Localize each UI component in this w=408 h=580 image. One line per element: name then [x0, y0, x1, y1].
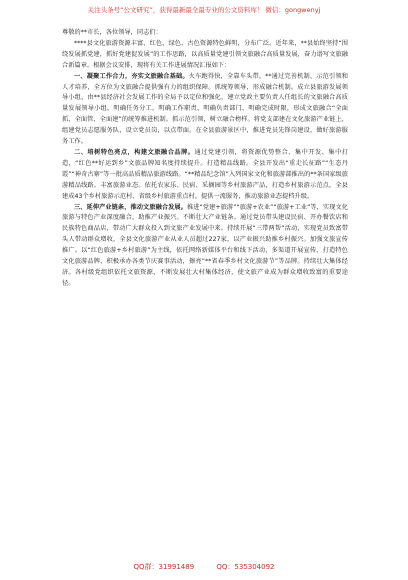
section-3-body: 推进“党建+旅游”“旅游+农业”“旅游+工业”等，实现文化旅游与特色产业深度融合，助推产业振兴。不断壮大产业链条。通过党员带头建设民宿、开办餐饮店和民族特色商品店，带动广大群众投入到文旅产业发展中来。持续开展“三带两帮”活动，实现党员致富带头人带动群众增收，全县文化旅游产业从业人员超过227家，以产业振兴助推乡村振兴。加强文旅宣传推广。以“红色旅游+乡村旅游”为主线，依托网络新媒体平台和线下活动，多渠道开展宣传，打造特色文化旅游品牌，积极承办各类节庆赛事活动，擦亮“**省春季乡村文化旅游节”等品牌。持续壮大集体经济。各村级党组织依托文旅资源，不断发展壮大村集体经济，使文旅产业成为群众增收致富的重要途径。 — [62, 203, 348, 287]
document-body — [62, 28, 348, 290]
section-3-heading: 三、延伸产业链条，推动文旅融合发展。 — [74, 203, 187, 211]
qq-contact-text: QQ：535304092 — [216, 563, 275, 571]
promo-banner-text: 关注头条号“公文研究”，获得最新最全最专业的公文资料库！ 微信：gongwenyj — [87, 6, 321, 14]
section-1-body: 火车跑得快，全靠车头带。**通过完善机制、示范引领和人才培养，全方位为文旅融合提供强有力的组织保障。抓统筹领导，形成融合机制。成立县旅游发展领导小组，由**县经济社会发展工作的全局予以定位和强化，建立党政主要负责人任组长的文旅融合高质量发展领导小组，明确任务分工。明确工作职责、明确负责部门、明确完成时限，形成文旅融合“全面抓、全面管、全面建”的统筹推进机制。抓示范引领，树立融合榜样。将党支部建在文化旅游产业链上，组建党员志愿服务队，设立党员岗，以点带面。在全县旅游景区中，推进党员先锋岗建设，做好旅游服务工作。 — [62, 72, 348, 146]
section-3-paragraph — [62, 203, 348, 290]
salutation: 尊敬的**市长，各位领导，同志们： — [62, 29, 162, 36]
qq-group-text: QQ群：31991489 — [133, 563, 195, 571]
intro-paragraph: ****县文化旅游资源丰富，红色、绿色、古色资源特色鲜明，分布广泛。近年来，**县始终坚持“围绕发展抓党建，抓好党建促发展”的工作思路，以高质量党建引领文旅融合高质量发展，奋力谱写文旅融合新篇章。根据会议安排，现将有关工作进展情况汇报如下： — [62, 39, 348, 69]
contact-footer — [0, 562, 408, 572]
section-1-paragraph — [62, 72, 348, 148]
section-2-paragraph — [62, 148, 348, 203]
section-2-heading: 二、培树特色亮点，构建文旅融合品牌。 — [74, 148, 195, 156]
section-1-heading: 一、凝聚工作合力，夯实文旅融合基础。 — [74, 72, 189, 80]
section-2-body: 通过党建引领，将资源优势整合、集中开发、集中打造，“红色**好运到乡”文旅品牌知名度持续提升。打造精品线路。全县开发出“重走长征路”“生态丹霞”“神奇古寨”等一批高品质精品旅游线路。“**精品纪念馆”入列国家文化和旅游部推出的**条国家级旅游精品线路。丰富旅游业态。依托农家乐、民宿、采摘园等乡村旅游产品，打造乡村旅游示范点，全县建成43个乡村旅游示范村、省级乡村旅游重点村。提供一流服务，推动旅游业态提档升级。 — [62, 148, 348, 200]
promo-banner — [0, 0, 408, 20]
